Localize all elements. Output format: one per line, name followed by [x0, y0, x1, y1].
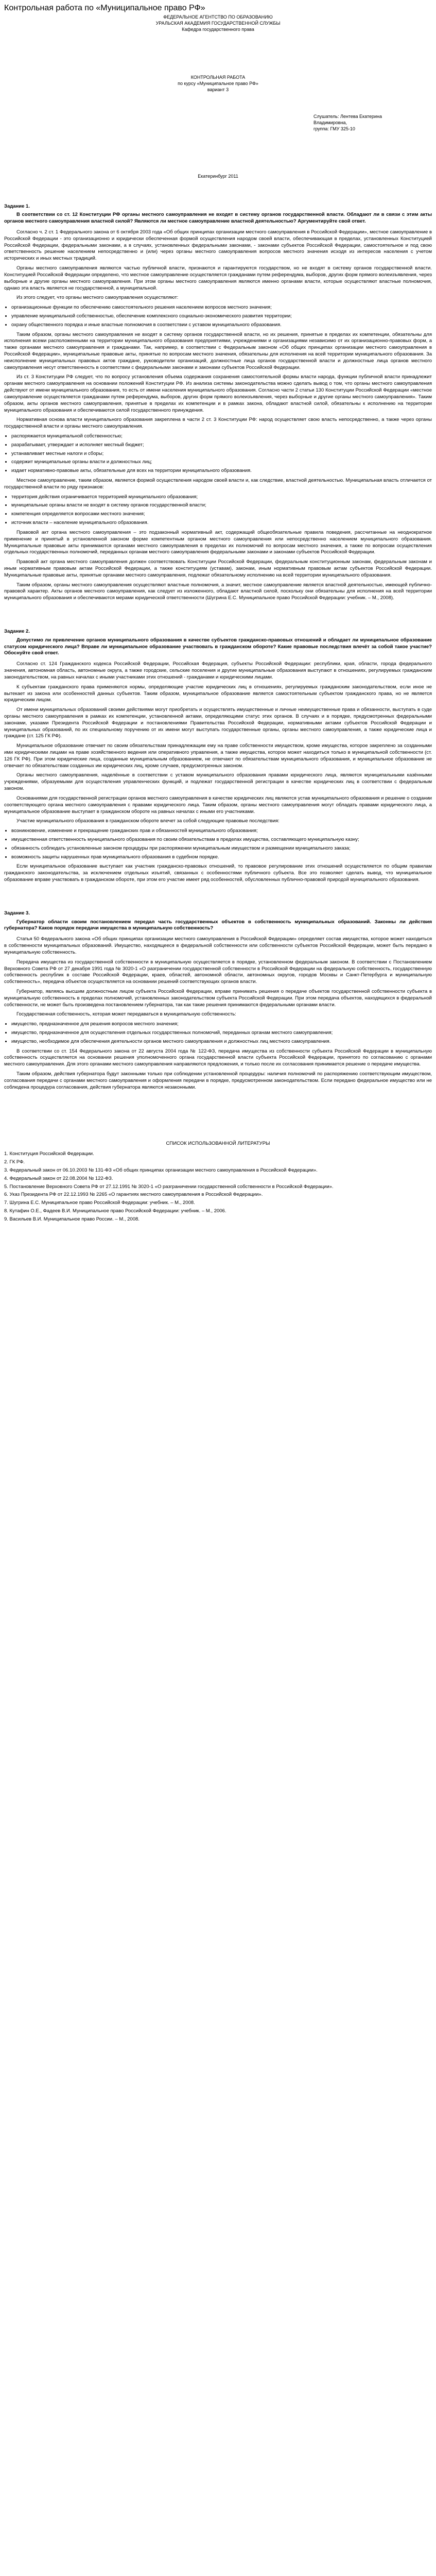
- paragraph: Органы местного самоуправления являются частью публичной власти, признаются и гарантируются государством, но не входят в систему органов государственной власти. Конституцией Российской Федерации определено, что местное самоуправление осуществляется гражданами путем референдума, выборов, других форм прямого волеизъявления, через выборные и другие органы местного самоуправления. При этом органы местного самоуправления являются именно органами власти, которые осуществляют властные полномочия, однако эта власть является не государственной, а муниципальной.: [4, 265, 432, 291]
- list-item: • имущество, предназначенное для осуществления отдельных государственных полномочий, переданных органам местного самоуправления;: [11, 1030, 432, 1037]
- list-item: • имущество, необходимое для обеспечения деятельности органов местного самоуправления и должностных лиц местного самоуправления.: [11, 1039, 432, 1045]
- reference-item: 1. Конституция Российской Федерации.: [4, 1151, 94, 1157]
- list-item: • содержит муниципальные органы власти и должностных лиц;: [11, 459, 432, 466]
- list-item: • имущество, предназначенное для решения вопросов местного значения;: [11, 1021, 432, 1028]
- work-type: КОНТРОЛЬНАЯ РАБОТА: [190, 74, 246, 80]
- paragraph: Согласно ст. 124 Гражданского кодекса Российской Федерации, Российская Федерация, субъекты Российской Федерации: республики, края, области, города федерального значения, автономная область, автономные округа, а также городские, сельские поселения и другие муниципальные образования выступают в отношениях, регулируемых гражданским законодательством, на равных началах с иными участниками этих отношений - гражданами и юридическими лицами.: [4, 661, 432, 680]
- paragraph: Нормативная основа власти муниципального образования закреплена в части 2 ст. 3 Конституции РФ: народ осуществляет свою власть непосредственно, а также через органы государственной власти и органы местного самоуправления.: [4, 417, 432, 430]
- list-item: • охрану общественного порядка и иные властные полномочия в соответствии с уставом муниципального образования.: [11, 322, 432, 329]
- paragraph: Таким образом, действия губернатора будут законными только при соблюдении установленной процедуры: наличия полномочий по распоряжению соответствующим имуществом, согласования передачи с органами местного самоуправления и оформления передачи в порядке, предусмотренном законодательством. Если передано федеральное имущество или не соблюдена процедура согласования, действия губернатора являются незаконными.: [4, 1071, 432, 1090]
- paragraph: Если муниципальное образование выступает как участник гражданско-правовых отношений, то правовое регулирование этих отношений осуществляется по общим правилам гражданского законодательства, за исключением отдельных изъятий, связанных с особенностями публичного субъекта. Все это позволяет сделать вывод, что муниципальное образование вправе участвовать в гражданском обороте, при этом его участие имеет ряд особенностей, обусловленных публично-правовой природой муниципального образования.: [4, 863, 432, 883]
- paragraph: Из ст. 3 Конституции РФ следует, что по вопросу установления объема содержания сохранения самостоятельной формы власти народа, функции публичной власти принадлежит органам местного самоуправления на основании положений Конституции РФ. Из анализа системы законодательства можно сделать вывод о том, что органы местного самоуправления действуют от имени муниципального образования, то есть от имени населения муниципального образования. Согласно части 2 статьи 130 Конституции Российской Федерации «местное самоуправление осуществляется гражданами путем референдума, выборов, других форм прямого волеизъявления, через выборные и другие органы местного самоуправления». Таким образом, акты органов местного самоуправления, принятые в пределах их компетенции и в рамках закона, обладают властной силой, обязательны к исполнению на территории муниципального образования и обеспечиваются силой государственного принуждения.: [4, 374, 432, 413]
- reference-item: 3. Федеральный закон от 06.10.2003 № 131-ФЗ «Об общих принципах организации местного самоуправления в Российской Федерации».: [4, 1167, 318, 1173]
- group-line: группа: ГМУ 325-10: [313, 126, 355, 132]
- task-question: В соответствии со ст. 12 Конституции РФ органы местного самоуправления не входят в систему органов государственной власти. Обладают ли в связи с этим акты органов местного самоуправления властной силой? Являются ли местное самоуправление властной деятельностью? Аргументируйте свой ответ.: [4, 212, 432, 225]
- paragraph: Губернатор, являясь высшим должностным лицом субъекта Российской Федерации, вправе принимать решения о передаче объектов государственной собственности субъекта в муниципальную собственность в пределах полномочий, установленных законодательством субъекта Российской Федерации. При этом передача объектов, находящихся в федеральной собственности, не может быть произведена постановлением губернатора, так как такие решения принимаются федеральными органами власти.: [4, 988, 432, 1008]
- student-info: [313, 113, 411, 132]
- list-item: • возникновение, изменение и прекращение гражданских прав и обязанностей муниципального образования;: [11, 828, 432, 835]
- paragraph: Таким образом, органы местного самоуправления осуществляют властные полномочия, а значит, местное самоуправление является властной деятельностью, имеющей публично-правовой характер. Акты органов местного самоуправления, как следует из изложенного, обладают властной силой, поскольку они обязательны для исполнения на всей территории муниципального образования и обеспечиваются мерами юридической ответственности (Шугрина Е.С. Муниципальное право Российской Федерации: учебник. – М., 2008).: [4, 582, 432, 601]
- reference-item: 6. Указ Президента РФ от 22.12.1993 № 2265 «О гарантиях местного самоуправления в Российской Федерации».: [4, 1192, 263, 1198]
- paragraph: Статья 50 Федерального закона «Об общих принципах организации местного самоуправления в Российской Федерации» определяет состав имущества, которое может находиться в собственности муниципальных образований. Имущество, находящееся в федеральной собственности или собственности субъектов Российской Федерации, может быть передано в муниципальную собственность.: [4, 936, 432, 955]
- references-list: [4, 1151, 432, 1223]
- list: [4, 828, 432, 860]
- paragraph: К субъектам гражданского права применяются нормы, определяющие участие юридических лиц в отношениях, регулируемых гражданским законодательством, если иное не вытекает из закона или особенностей данных субъектов. Таким образом, муниципальное образование является самостоятельным субъектом гражданского права, но не является юридическим лицом.: [4, 684, 432, 703]
- list-item: • компетенция определяется вопросами местного значения;: [11, 511, 432, 518]
- paragraph: Органы местного самоуправления, наделённые в соответствии с уставом муниципального образования правами юридического лица, являются муниципальными казёнными учреждениями, образуемыми для осуществления управленческих функций, и подлежат государственной регистрации в качестве юридических лиц в соответствии с федеральным законом.: [4, 772, 432, 792]
- list: [4, 1021, 432, 1045]
- task-1: [4, 204, 432, 602]
- list: [4, 433, 432, 474]
- references-title: СПИСОК ИСПОЛЬЗОВАННОЙ ЛИТЕРАТУРЫ: [166, 1140, 270, 1146]
- paragraph: Из этого следует, что органы местного самоуправления осуществляют:: [16, 295, 179, 301]
- paragraph: Муниципальное образование отвечает по своим обязательствам принадлежащим ему на праве собственности имуществом, кроме имущества, которое закреплено за созданными ими юридическими лицами на праве хозяйственного ведения или оперативного управления, а также имущества, которое может находиться только в муниципальной собственности (ст. 126 ГК РФ). При этом юридические лица, созданные муниципальным образованием, не отвечают по обязательствам муниципального образования, и муниципальное образование не отвечает по обязательствам созданных им юридических лиц, кроме случаев, предусмотренных законом.: [4, 743, 432, 769]
- list: [4, 304, 432, 328]
- list-item: • распоряжается муниципальной собственностью;: [11, 433, 432, 440]
- task-2: [4, 629, 432, 884]
- list-item: • возможность защиты нарушенных прав муниципального образования в судебном порядке.: [11, 854, 432, 861]
- paragraph: От имени муниципальных образований своими действиями могут приобретать и осуществлять имущественные и личные неимущественные права и обязанности, выступать в суде органы местного самоуправления в рамках их компетенции, установленной актами, определяющими статус этих органов. В случаях и в порядке, предусмотренных федеральными законами, указами Президента Российской Федерации и постановлениями Правительства Российской Федерации, нормативными актами субъектов Российской Федерации и муниципальных образований, по их специальному поручению от их имени могут выступать государственные органы, органы местного самоуправления, а также юридические лица и граждане (ст. 125 ГК РФ).: [4, 707, 432, 739]
- list-item: • имущественная ответственность муниципального образования по своим обязательствам в пределах имущества, составляющего муниципальную казну;: [11, 837, 432, 843]
- department-line: Кафедра государственного права: [182, 27, 254, 32]
- task-question: Губернатор области своим постановлением передал часть государственных объектов в собственность муниципальных образований. Законны ли действия губернатора? Каков порядок передачи имущества в муниципальную собственность?: [4, 919, 432, 931]
- reference-item: 7. Шугрина Е.С. Муниципальное право Российской Федерации: учебник. – М., 2008.: [4, 1200, 195, 1206]
- variant-line: вариант 3: [207, 87, 229, 92]
- task-question: Допустимо ли привлечение органов муниципального образования в качестве субъектов гражданско-правовых отношений и обладает ли муниципальное образование статусом юридического лица? Вправе ли муниципальное образование участвовать в гражданском обороте? Какие правовые последствия влечёт за собой такое участие? Обоснуйте свой ответ.: [4, 637, 432, 656]
- list-item: • источник власти – население муниципального образования.: [11, 520, 432, 527]
- student-line: Слушатель: Лентева Екатерина Владимировна,: [313, 114, 382, 126]
- list-item: • территория действия ограничивается территорией муниципального образования;: [11, 494, 432, 501]
- course-line: по курсу «Муниципальное право РФ»: [178, 80, 258, 86]
- reference-item: 2. ГК РФ.: [4, 1159, 25, 1165]
- task-3: [4, 910, 432, 1091]
- list-item: • разрабатывает, утверждает и исполняет местный бюджет;: [11, 442, 432, 449]
- paragraph: Таким образом, органы местного самоуправления не входят в систему органов государственной власти, но их решения, принятые в пределах их компетенции, обязательны для исполнения всеми расположенными на территории муниципального образования предприятиями, учреждениями и организациями независимо от их организационно-правовых форм, а также органами местного самоуправления и гражданами. Так, например, в соответствии с Федеральным законом «Об общих принципах организации местного самоуправления в Российской Федерации», муниципальные правовые акты, принятые по вопросам местного значения, обязательны для исполнения на всей территории муниципального образования. За неисполнение муниципальных правовых актов граждане, руководители организаций, должностные лица органов государственной власти и должностные лица органов местного самоуправления несут ответственность в соответствии с федеральными законами и законами субъектов Российской Федерации.: [4, 331, 432, 370]
- list-item: • управление муниципальной собственностью, обеспечение комплексного социально-экономического развития территории;: [11, 313, 432, 320]
- task-heading: Задание 3.: [4, 910, 30, 916]
- list-item: • обязанность соблюдать установленные законом процедуры при распоряжении муниципальным имуществом и размещении муниципального заказа;: [11, 845, 432, 852]
- document-title: Контрольная работа по «Муниципальное право РФ»: [4, 4, 205, 12]
- paragraph: Участие муниципального образования в гражданском обороте влечет за собой следующие правовые последствия:: [16, 818, 280, 824]
- paragraph: Правовой акт органа местного самоуправления должен соответствовать Конституции Российской Федерации, федеральным конституционным законам, федеральным законам и иным нормативным правовым актам Российской Федерации, а также конституциям (уставам), законам, иным нормативным правовым актам субъектов Российской Федерации. Муниципальные правовые акты, принятые органами местного самоуправления, подлежат обязательному исполнению на всей территории муниципального образования.: [4, 559, 432, 578]
- task-heading: Задание 2.: [4, 629, 30, 635]
- paragraph: Передача имущества из государственной собственности в муниципальную осуществляется в порядке, установленном федеральным законом. В соответствии с Постановлением Верховного Совета РФ от 27 декабря 1991 года № 3020-1 «О разграничении государственной собственности в Российской Федерации на федеральную собственность, государственную собственность республик в составе Российской Федерации, краев, областей, автономной области, автономных округов, городов Москвы и Санкт-Петербурга и муниципальную собственность», передача объектов осуществляется на основании решений соответствующих органов власти.: [4, 959, 432, 985]
- paragraph: Государственная собственность, которая может передаваться в муниципальную собственность:: [16, 1011, 236, 1018]
- list-item: • устанавливает местные налоги и сборы;: [11, 451, 432, 457]
- paragraph: Согласно ч. 2 ст. 1 Федерального закона от 6 октября 2003 года «Об общих принципах организации местного самоуправления в Российской Федерации», местное самоуправление в Российской Федерации - это организационно и юридически обеспеченная формой осуществления народом своей власти, обеспечивающая в пределах, установленных Конституцией Российской Федерации, федеральными законами, а в случаях, установленных федеральными законами, - законами субъектов Российской Федерации, самостоятельное и под свою ответственность решение населением непосредственно и (или) через органы местного самоуправления вопросов местного значения исходя из интересов населения с учетом исторических и иных местных традиций.: [4, 229, 432, 262]
- list-item: • издает нормативно-правовые акты, обязательные для всех на территории муниципального образования.: [11, 468, 432, 474]
- reference-item: 5. Постановление Верховного Совета РФ от 27.12.1991 № 3020-1 «О разграничении государственной собственности в Российской Федерации».: [4, 1183, 334, 1190]
- list-item: • муниципальные органы власти не входят в систему органов государственной власти;: [11, 502, 432, 509]
- list-item: • организационные функции по обеспечению самостоятельного решения населением вопросов местного значения;: [11, 304, 432, 311]
- reference-item: 8. Кутафин О.Е., Фадеев В.И. Муниципальное право Российской Федерации: учебник. – М., 2006.: [4, 1208, 226, 1214]
- city-year: Екатеринбург 2011: [198, 174, 238, 179]
- task-heading: Задание 1.: [4, 203, 30, 209]
- paragraph: Местное самоуправление, таким образом, является формой осуществления народом своей власти и, как следствие, властной деятельностью. Муниципальная власть отличается от государственной власти по ряду признаков:: [4, 478, 432, 490]
- reference-item: 4. Федеральный закон от 22.08.2004 № 122-ФЗ.: [4, 1175, 113, 1181]
- list: [4, 494, 432, 527]
- paragraph: Правовой акт органа местного самоуправления – это подзаконный нормативный акт, содержащий общеобязательные правила поведения, рассчитанные на неоднократное применение и принятый в установленной законом форме компетентным органом местного самоуправления или непосредственно населением муниципального образования. Муниципальные правовые акты принимаются органами местного самоуправления в пределах их полномочий по вопросам местного значения, а также по вопросам осуществления отдельных государственных полномочий, переданных органам местного самоуправления федеральными законами и законами субъектов Российской Федерации.: [4, 529, 432, 555]
- paragraph: В соответствии со ст. 154 Федерального закона от 22 августа 2004 года № 122-ФЗ, передача имущества из собственности субъекта Российской Федерации в муниципальную собственность осуществляется на основании решения уполномоченного органа государственной власти субъекта Российской Федерации, принятого по согласованию с органами местного самоуправления. Для этого органами местного самоуправления направляются предложения, и только после их согласования принимается решение о передаче имущества.: [4, 1048, 432, 1067]
- references: [4, 1141, 432, 1223]
- academy-line: УРАЛЬСКАЯ АКАДЕМИЯ ГОСУДАРСТВЕННОЙ СЛУЖБЫ: [155, 21, 281, 26]
- reference-item: 9. Васильев В.И. Муниципальное право России. – М., 2008.: [4, 1216, 139, 1222]
- paragraph: Основаниями для государственной регистрации органов местного самоуправления в качестве юридических лиц являются устав муниципального образования и решение о создании соответствующего органа местного самоуправления с правами юридического лица. Таким образом, органы местного самоуправления могут обладать правами юридического лица, а муниципальное образование выступает в гражданском обороте на равных началах с иными его участниками.: [4, 795, 432, 815]
- agency-line: ФЕДЕРАЛЬНОЕ АГЕНТСТВО ПО ОБРАЗОВАНИЮ: [163, 14, 273, 20]
